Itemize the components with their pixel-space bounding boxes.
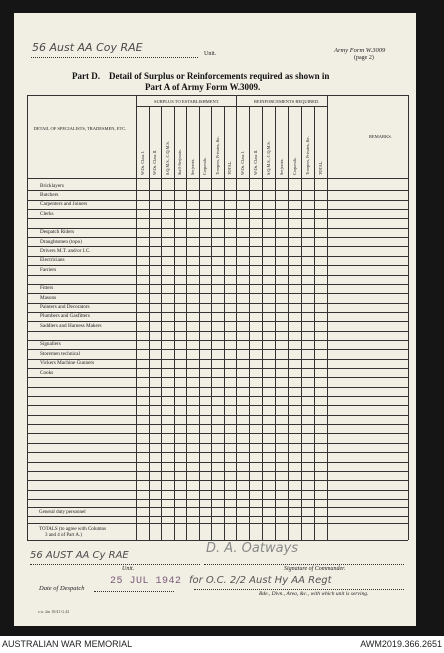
row-label: Saddlers and Harness Makers bbox=[40, 322, 102, 329]
surplus-column-header: Staff-Serjeants. bbox=[177, 149, 182, 175]
footer-unit-handwritten: 56 AUST AA Cy RAE bbox=[30, 550, 129, 561]
table-left-rule bbox=[27, 95, 28, 540]
page-note: (page 2) bbox=[354, 55, 374, 61]
row-rule bbox=[27, 256, 408, 257]
row-rule bbox=[27, 377, 408, 378]
surplus-column-header: Serjeants. bbox=[189, 158, 195, 175]
title-line-2: Part A of Army Form W.3009. bbox=[145, 82, 261, 92]
reinforcement-column-header: Troopers, Privates, &c. bbox=[305, 136, 310, 175]
bde-label: Bde., Divn., Area, &c., with which unit is serving. bbox=[259, 591, 369, 597]
row-label: Painters and Decorators bbox=[40, 304, 90, 311]
surplus-column-rule bbox=[224, 106, 225, 540]
document-page bbox=[14, 13, 416, 626]
row-label: Bricklayers bbox=[40, 182, 64, 189]
row-rule bbox=[27, 237, 408, 238]
totals-top-rule bbox=[27, 523, 408, 524]
row-rule bbox=[27, 275, 408, 276]
row-label: Signallers bbox=[40, 341, 61, 348]
commander-signature: D. A. Oatways bbox=[206, 541, 299, 556]
row-label: Drivers M.T. and/or I.C. bbox=[40, 247, 91, 254]
bde-line bbox=[194, 589, 404, 590]
row-label: Carpenters and Joiners bbox=[40, 201, 88, 208]
surplus-column-rule bbox=[211, 106, 212, 540]
row-label: Vickers Machine Gunners bbox=[40, 360, 95, 367]
row-rule bbox=[27, 396, 408, 397]
reinforcement-column-header: Corporals. bbox=[292, 157, 297, 175]
for-co-handwritten: for O.C. 2/2 Aust Hy AA Regt bbox=[189, 575, 332, 586]
remarks-column-rule bbox=[327, 95, 328, 540]
caption-right: AWM2019.366.2651 bbox=[360, 639, 442, 649]
row-rule bbox=[27, 387, 408, 388]
reinforcement-column-rule bbox=[249, 106, 250, 540]
reinforcement-column-rule bbox=[301, 106, 302, 540]
reinforcement-column-header: W.Os. Class I. bbox=[240, 151, 245, 175]
surplus-column-rule bbox=[174, 106, 175, 540]
table-top-rule bbox=[27, 95, 408, 96]
row-rule bbox=[27, 340, 408, 341]
caption-left: AUSTRALIAN WAR MEMORIAL bbox=[2, 639, 133, 649]
form-name: Army Form W.3009 bbox=[334, 47, 386, 54]
surplus-column-rule bbox=[161, 106, 162, 540]
row-rule bbox=[27, 405, 408, 406]
footer-unit-label: Unit. bbox=[122, 566, 135, 572]
row-rule bbox=[27, 499, 408, 500]
general-duty-rule bbox=[27, 507, 408, 508]
row-label: Plumbers and Gasfitters bbox=[40, 313, 90, 320]
row-label: Storemen technical bbox=[40, 350, 80, 357]
title-line-1: Part D. Detail of Surplus or Reinforcements required as shown in bbox=[72, 71, 330, 81]
row-rule bbox=[27, 284, 408, 285]
surplus-column-header: W.Os. Class I. bbox=[139, 151, 145, 175]
general-duty-label: General duty personnel bbox=[39, 510, 86, 515]
row-rule bbox=[27, 293, 408, 294]
reinforcement-column-rule bbox=[275, 106, 276, 540]
remarks-header: REMARKS. bbox=[369, 134, 392, 139]
reinforcement-column-header: W.Os. Class II. bbox=[253, 149, 258, 175]
row-rule bbox=[27, 415, 408, 416]
print-code: s.w. 2m 10/41 G.42 bbox=[38, 609, 70, 614]
row-rule bbox=[27, 265, 408, 266]
row-rule bbox=[27, 190, 408, 191]
row-label: Butchers bbox=[40, 191, 59, 198]
row-rule bbox=[27, 471, 408, 472]
header-bottom-rule bbox=[27, 178, 408, 179]
caption-bar bbox=[0, 636, 444, 653]
row-label: Draughtsmen (topo) bbox=[40, 238, 82, 245]
unit-label: Unit. bbox=[204, 51, 217, 57]
reinforcement-column-header: S.Q.M.S., C.Q.M.S. bbox=[266, 141, 271, 175]
totals-label-1: TOTALS (to agree with Columns bbox=[39, 527, 106, 532]
surplus-column-header: W.Os. Class II. bbox=[152, 149, 157, 175]
despatch-line bbox=[94, 591, 174, 592]
row-rule bbox=[27, 349, 408, 350]
reinforcements-header: REINFORCEMENTS REQUIRED. bbox=[254, 99, 320, 104]
unit-handwritten: 56 Aust AA Coy RAE bbox=[32, 41, 143, 54]
specialists-column-rule bbox=[136, 95, 137, 540]
surplus-column-header: S.Q.M.S., C.Q.M.S. bbox=[164, 141, 170, 175]
reinforcement-column-rule bbox=[262, 106, 263, 540]
row-rule bbox=[27, 209, 408, 210]
row-rule bbox=[27, 218, 408, 219]
row-rule bbox=[27, 228, 408, 229]
row-label: Despatch Riders bbox=[40, 229, 75, 236]
reinforcement-column-header: Serjeants. bbox=[279, 158, 284, 175]
reinforcement-column-rule bbox=[314, 106, 315, 540]
row-rule bbox=[27, 462, 408, 463]
row-rule bbox=[27, 452, 408, 453]
row-label: Masons bbox=[40, 294, 57, 301]
general-duty-bottom-rule bbox=[27, 516, 408, 517]
row-rule bbox=[27, 490, 408, 491]
row-rule bbox=[27, 443, 408, 444]
table-right-rule bbox=[408, 95, 409, 540]
reinforcement-column-rule bbox=[288, 106, 289, 540]
signature-label: Signature of Commander. bbox=[284, 566, 346, 572]
surplus-column-rule bbox=[186, 106, 187, 540]
despatch-label: Date of Despatch bbox=[39, 585, 85, 592]
row-label: Clerks bbox=[40, 210, 54, 217]
row-rule bbox=[27, 331, 408, 332]
surplus-column-header: Corporals. bbox=[202, 157, 207, 175]
totals-label-2: 3 and 4 of Part A.) bbox=[45, 533, 82, 538]
specialists-header: DETAIL OF SPECIALISTS, TRADESMEN, ETC. bbox=[33, 126, 127, 131]
row-rule bbox=[27, 368, 408, 369]
surplus-column-header: Troopers, Privates, &c. bbox=[214, 136, 220, 175]
unit-dotted-line bbox=[31, 57, 198, 58]
signature-line bbox=[204, 564, 404, 565]
surplus-column-rule bbox=[149, 106, 150, 540]
footer-unit-line bbox=[30, 564, 200, 565]
surplus-column-rule bbox=[199, 106, 200, 540]
group-header-rule bbox=[136, 106, 327, 107]
surplus-column-header: TOTAL. bbox=[227, 160, 232, 175]
row-label: Cooks bbox=[40, 369, 54, 376]
reinforcement-column-header: TOTAL. bbox=[318, 160, 323, 175]
row-label: Fitters bbox=[40, 285, 54, 292]
row-label: Farriers bbox=[40, 266, 57, 273]
row-rule bbox=[27, 424, 408, 425]
row-rule bbox=[27, 480, 408, 481]
surplus-header: SURPLUS TO ESTABLISHMENT. bbox=[154, 99, 220, 104]
row-label: Electricians bbox=[40, 257, 65, 264]
date-stamp: 25 JUL 1942 bbox=[110, 576, 182, 587]
row-rule bbox=[27, 433, 408, 434]
group-divider-rule bbox=[236, 95, 237, 540]
